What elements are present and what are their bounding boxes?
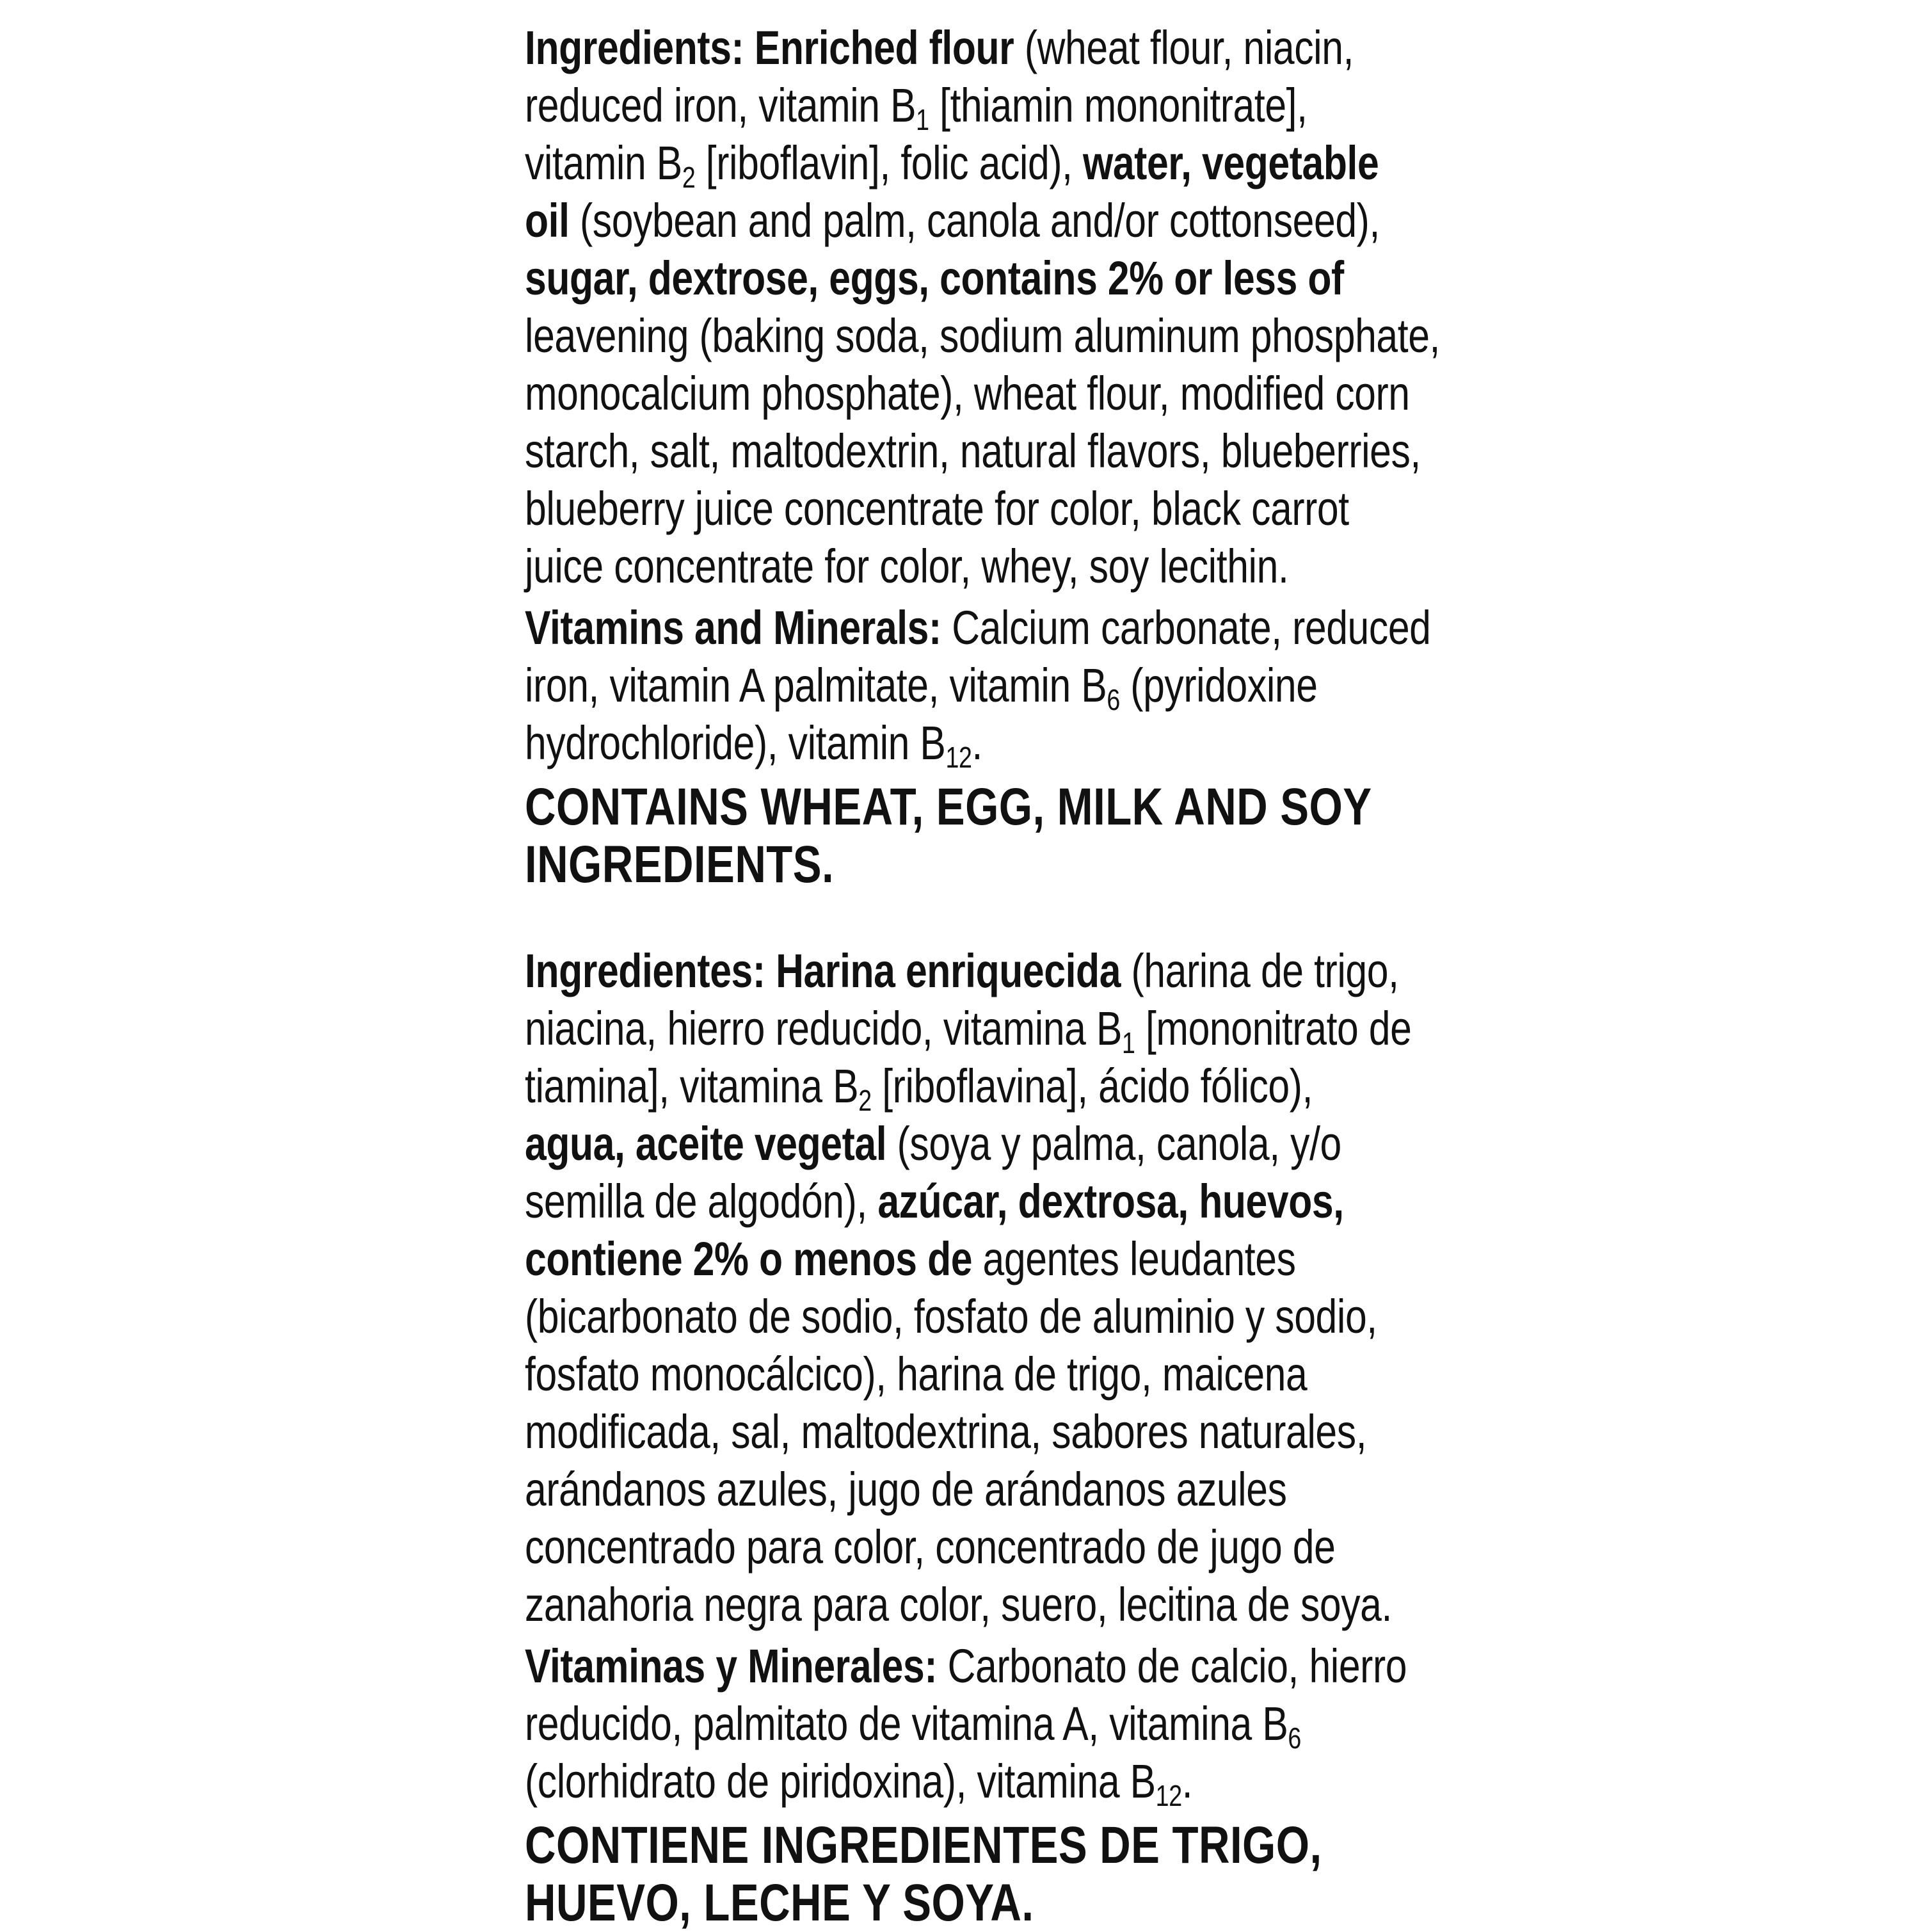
ingredients-text: [riboflavin], folic acid), xyxy=(695,136,1084,189)
ingredients-line: leavening (baking soda, sodium aluminum phosphate, xyxy=(525,309,1440,362)
ingredients-text: tiamina], vitamina B xyxy=(525,1059,859,1113)
ingredients-text: (soya y palma, canola, y/o xyxy=(886,1117,1341,1170)
english-ingredients xyxy=(525,19,1438,894)
vitamins-text: (pyridoxine xyxy=(1119,659,1318,712)
ingredients-text: reduced iron, vitamin B xyxy=(525,79,916,132)
vitamins-line xyxy=(525,1753,1438,1810)
ingredients-line xyxy=(525,1000,1438,1058)
ingredients-line: modificada, sal, maltodextrina, sabores naturales, xyxy=(525,1405,1367,1458)
subscript: 6 xyxy=(1107,682,1120,716)
vitamins-line xyxy=(525,1695,1438,1753)
ingredients-label-panel xyxy=(525,19,1438,1932)
bold-ingredient: azúcar, dextrosa, huevos, xyxy=(877,1175,1344,1228)
spanish-ingredients xyxy=(525,942,1438,1932)
subscript: 12 xyxy=(1155,1778,1182,1812)
ingredients-line: starch, salt, maltodextrin, natural flavors, blueberries, xyxy=(525,424,1421,478)
ingredients-text: vitamin B xyxy=(525,136,682,189)
vitamins-heading: Vitamins and Minerals: xyxy=(525,601,941,654)
ingredients-line: blueberry juice concentrate for color, black carrot xyxy=(525,482,1349,535)
subscript: 12 xyxy=(945,740,972,774)
ingredients-line: arándanos azules, jugo de arándanos azules xyxy=(525,1463,1287,1516)
subscript: 2 xyxy=(858,1083,872,1117)
ingredients-line: juice concentrate for color, whey, soy lecithin. xyxy=(525,540,1289,593)
bold-ingredient: oil xyxy=(525,194,570,247)
vitamins-text: (clorhidrato de piridoxina), vitamina B xyxy=(525,1755,1156,1808)
allergen-line: INGREDIENTS. xyxy=(525,835,835,894)
ingredients-text: (wheat flour, niacin, xyxy=(1024,21,1354,74)
subscript: 1 xyxy=(1122,1026,1135,1059)
vitamins-minerals xyxy=(525,1638,1438,1810)
vitamins-text: iron, vitamin A palmitate, vitamin B xyxy=(525,659,1107,712)
ingredients-line xyxy=(525,19,1438,77)
ingredients-line xyxy=(525,134,1438,192)
enriched-flour-text: Enriched flour xyxy=(754,21,1014,74)
allergen-statement xyxy=(525,1817,1438,1932)
ingredients-line: (bicarbonato de sodio, fosfato de aluminio y sodio, xyxy=(525,1290,1377,1343)
subscript: 1 xyxy=(916,102,929,136)
bold-ingredient: contiene 2% o menos de xyxy=(525,1232,973,1285)
vitamins-text: . xyxy=(1181,1755,1193,1808)
ingredients-line xyxy=(525,1173,1438,1230)
ingredients-text: niacina, hierro reducido, vitamina B xyxy=(525,1002,1123,1055)
vitamins-line xyxy=(525,599,1438,657)
ingredients-line xyxy=(525,77,1438,134)
allergen-line: CONTAINS WHEAT, EGG, MILK AND SOY xyxy=(525,778,1372,836)
allergen-line: CONTIENE INGREDIENTES DE TRIGO, xyxy=(525,1816,1322,1874)
ingredients-line xyxy=(525,942,1438,1000)
ingredients-line xyxy=(525,1115,1438,1173)
ingredients-text: agentes leudantes xyxy=(972,1232,1296,1285)
subscript: 2 xyxy=(682,160,696,194)
vitamins-text: hydrochloride), vitamin B xyxy=(525,716,946,769)
vitamins-line xyxy=(525,657,1438,714)
vitamins-heading: Vitaminas y Minerales: xyxy=(525,1639,938,1693)
ingredients-heading: Ingredients: xyxy=(525,21,744,74)
ingredients-line xyxy=(525,1058,1438,1115)
ingredients-heading: Ingredientes: xyxy=(525,944,765,997)
vitamins-text: Calcium carbonate, reduced xyxy=(941,601,1431,654)
vitamins-text: . xyxy=(972,716,982,769)
ingredients-text: (harina de trigo, xyxy=(1121,944,1399,997)
vitamins-line xyxy=(525,1638,1438,1695)
ingredients-text: semilla de algodón), xyxy=(525,1175,878,1228)
ingredients-text: [riboflavina], ácido fólico), xyxy=(871,1059,1313,1113)
subscript: 6 xyxy=(1288,1721,1301,1755)
ingredients-text: [mononitrato de xyxy=(1135,1002,1412,1055)
allergen-statement xyxy=(525,778,1438,894)
ingredients-line: fosfato monocálcico), harina de trigo, maicena xyxy=(525,1348,1308,1401)
vitamins-text: Carbonato de calcio, hierro xyxy=(937,1639,1407,1693)
ingredients-line: concentrado para color, concentrado de jugo de xyxy=(525,1520,1336,1574)
bold-ingredient: water, vegetable xyxy=(1083,136,1379,189)
vitamins-minerals xyxy=(525,599,1438,772)
enriched-flour-text: Harina enriquecida xyxy=(776,944,1121,997)
ingredients-line: zanahoria negra para color, suero, lecitina de soya. xyxy=(525,1578,1392,1631)
vitamins-text: reducido, palmitato de vitamina A, vitamina B xyxy=(525,1697,1288,1750)
ingredients-line xyxy=(525,192,1438,250)
bold-ingredient: agua, aceite vegetal xyxy=(525,1117,887,1170)
ingredients-line xyxy=(525,1230,1438,1288)
vitamins-line xyxy=(525,714,1438,772)
ingredients-line xyxy=(525,250,1438,307)
ingredients-text: [thiamin mononitrate], xyxy=(929,79,1308,132)
allergen-line: HUEVO, LECHE Y SOYA. xyxy=(525,1874,1034,1932)
ingredients-line: monocalcium phosphate), wheat flour, modified corn xyxy=(525,367,1410,420)
bold-ingredient: sugar, dextrose, eggs, contains 2% or less of xyxy=(525,252,1344,305)
ingredients-text: (soybean and palm, canola and/or cottonseed), xyxy=(569,194,1380,247)
